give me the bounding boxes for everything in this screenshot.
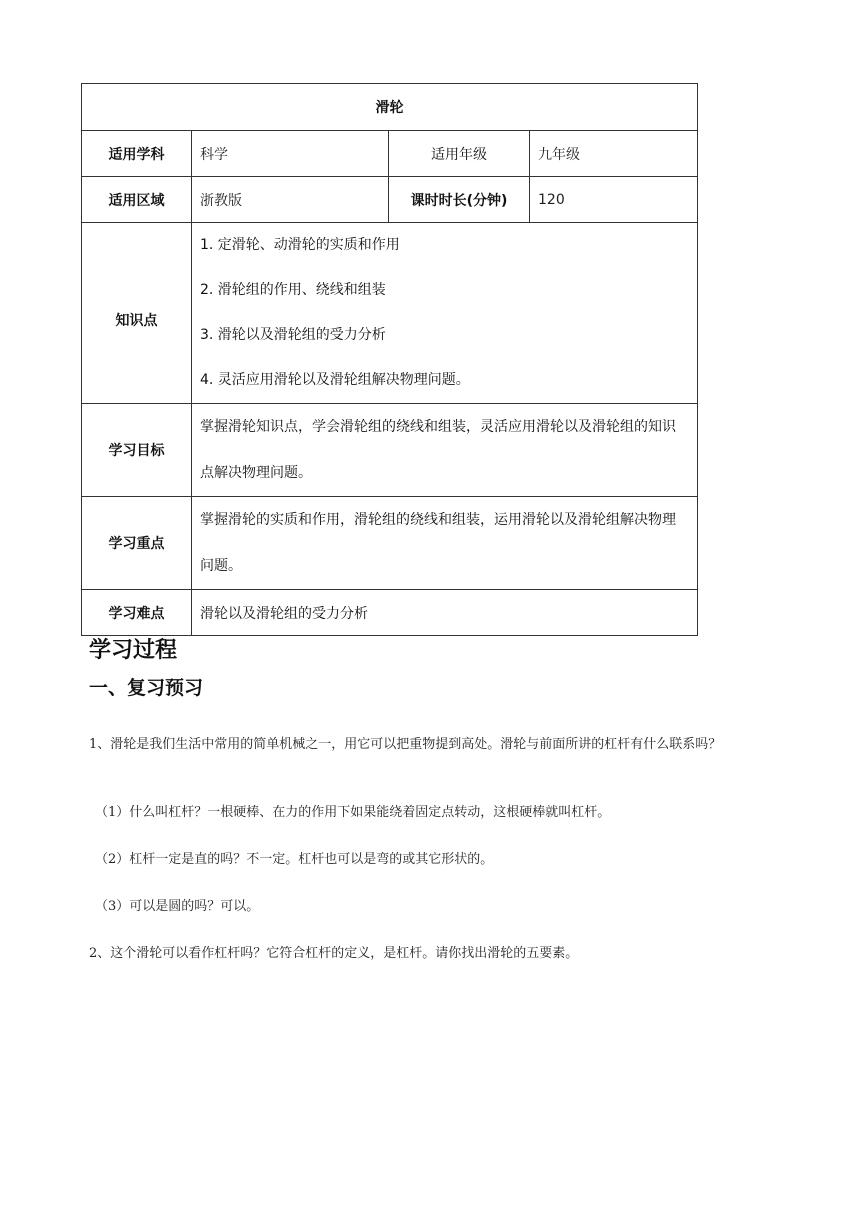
- subject-label: 适用学科: [82, 131, 192, 177]
- difficulty-label: 学习难点: [82, 590, 192, 636]
- duration-label: 课时时长(分钟): [389, 177, 530, 223]
- lesson-title: 滑轮: [82, 84, 698, 131]
- paragraph: （1）什么叫杠杆？一根硬棒、在力的作用下如果能绕着固定点转动，这根硬棒就叫杠杆。: [95, 805, 611, 820]
- keypoint-value: 掌握滑轮的实质和作用，滑轮组的绕线和组装，运用滑轮以及滑轮组解决物理问题。: [192, 497, 698, 590]
- knowledge-item: 3. 滑轮以及滑轮组的受力分析: [200, 327, 386, 343]
- keypoint-label: 学习重点: [82, 497, 192, 590]
- objective-label: 学习目标: [82, 404, 192, 497]
- difficulty-value: 滑轮以及滑轮组的受力分析: [192, 590, 698, 636]
- subject-value: 科学: [192, 131, 389, 177]
- grade-label: 适用年级: [389, 131, 530, 177]
- section-subheading: 一、复习预习: [89, 677, 204, 699]
- knowledge-label: 知识点: [82, 223, 192, 404]
- lesson-info-table: [81, 83, 698, 636]
- paragraph: （2）杠杆一定是直的吗？不一定。杠杆也可以是弯的或其它形状的。: [95, 852, 494, 867]
- knowledge-item: 4. 灵活应用滑轮以及滑轮组解决物理问题。: [200, 372, 470, 388]
- region-value: 浙教版: [192, 177, 389, 223]
- knowledge-item: 1. 定滑轮、动滑轮的实质和作用: [200, 237, 400, 253]
- duration-value: 120: [530, 177, 698, 223]
- knowledge-item: 2. 滑轮组的作用、绕线和组装: [200, 282, 386, 298]
- region-label: 适用区域: [82, 177, 192, 223]
- section-heading: 学习过程: [89, 638, 178, 663]
- paragraph: 2、这个滑轮可以看作杠杆吗？它符合杠杆的定义，是杠杆。请你找出滑轮的五要素。: [89, 946, 579, 961]
- objective-value: 掌握滑轮知识点，学会滑轮组的绕线和组装，灵活应用滑轮以及滑轮组的知识点解决物理问题。: [192, 404, 698, 497]
- paragraph: 1、滑轮是我们生活中常用的简单机械之一，用它可以把重物提到高处。滑轮与前面所讲的杠杆有什么联系吗？: [89, 737, 722, 752]
- grade-value: 九年级: [530, 131, 698, 177]
- paragraph: （3）可以是圆的吗？可以。: [95, 899, 260, 914]
- knowledge-list: [192, 223, 698, 404]
